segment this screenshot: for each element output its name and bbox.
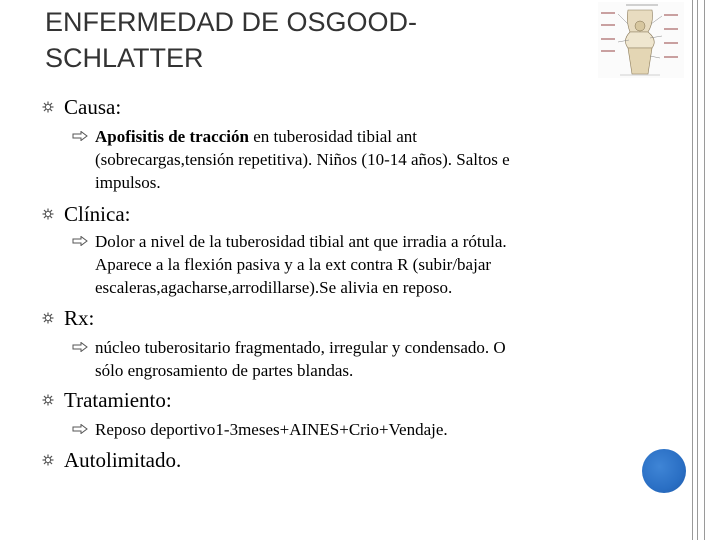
heading-tratamiento: Tratamiento: <box>64 388 172 412</box>
heading-autolimitado: Autolimitado. <box>64 448 182 472</box>
heading-rx: Rx: <box>64 306 95 330</box>
title-line-1: ENFERMEDAD DE OSGOOD- <box>45 7 418 37</box>
detail-clinica-line-2: Aparece a la flexión pasiva y a la ext contra R (subir/bajar <box>95 255 492 274</box>
detail-causa-line-1: Apofisitis de tracción en tuberosidad tibial ant <box>95 127 418 146</box>
heading-clinica: Clínica: <box>64 202 131 226</box>
arrow-bullet-icon <box>72 131 88 141</box>
side-line-1 <box>692 0 693 540</box>
detail-causa-line-3: impulsos. <box>95 173 161 192</box>
side-line-3 <box>704 0 705 540</box>
arrow-bullet-icon <box>72 236 88 246</box>
detail-rx <box>72 336 612 382</box>
sun-bullet-icon <box>42 312 54 324</box>
detail-causa-line-2: (sobrecargas,tensión repetitiva). Niños (10-14 años). Saltos e <box>95 150 510 169</box>
sun-bullet-icon <box>42 101 54 113</box>
knee-anatomy-image <box>598 2 684 78</box>
decorative-circle <box>642 449 686 493</box>
detail-tratamiento <box>72 418 612 441</box>
arrow-bullet-icon <box>72 424 88 434</box>
page-title <box>45 4 565 76</box>
detail-causa <box>72 125 612 194</box>
detail-clinica-line-1: Dolor a nivel de la tuberosidad tibial ant que irradia a rótula. <box>95 232 507 251</box>
detail-clinica <box>72 230 612 299</box>
sun-bullet-icon <box>42 454 54 466</box>
sun-bullet-icon <box>42 394 54 406</box>
detail-rx-line-2: sólo engrosamiento de partes blandas. <box>95 361 354 380</box>
title-line-2: SCHLATTER <box>45 43 204 73</box>
heading-causa: Causa: <box>64 95 122 119</box>
sun-bullet-icon <box>42 208 54 220</box>
side-line-2 <box>697 0 698 540</box>
detail-clinica-line-3: escaleras,agacharse,arrodillarse).Se alivia en reposo. <box>95 278 453 297</box>
detail-tratamiento-line-1: Reposo deportivo1-3meses+AINES+Crio+Vendaje. <box>95 420 448 439</box>
arrow-bullet-icon <box>72 342 88 352</box>
detail-rx-line-1: núcleo tuberositario fragmentado, irregular y condensado. O <box>95 338 506 357</box>
